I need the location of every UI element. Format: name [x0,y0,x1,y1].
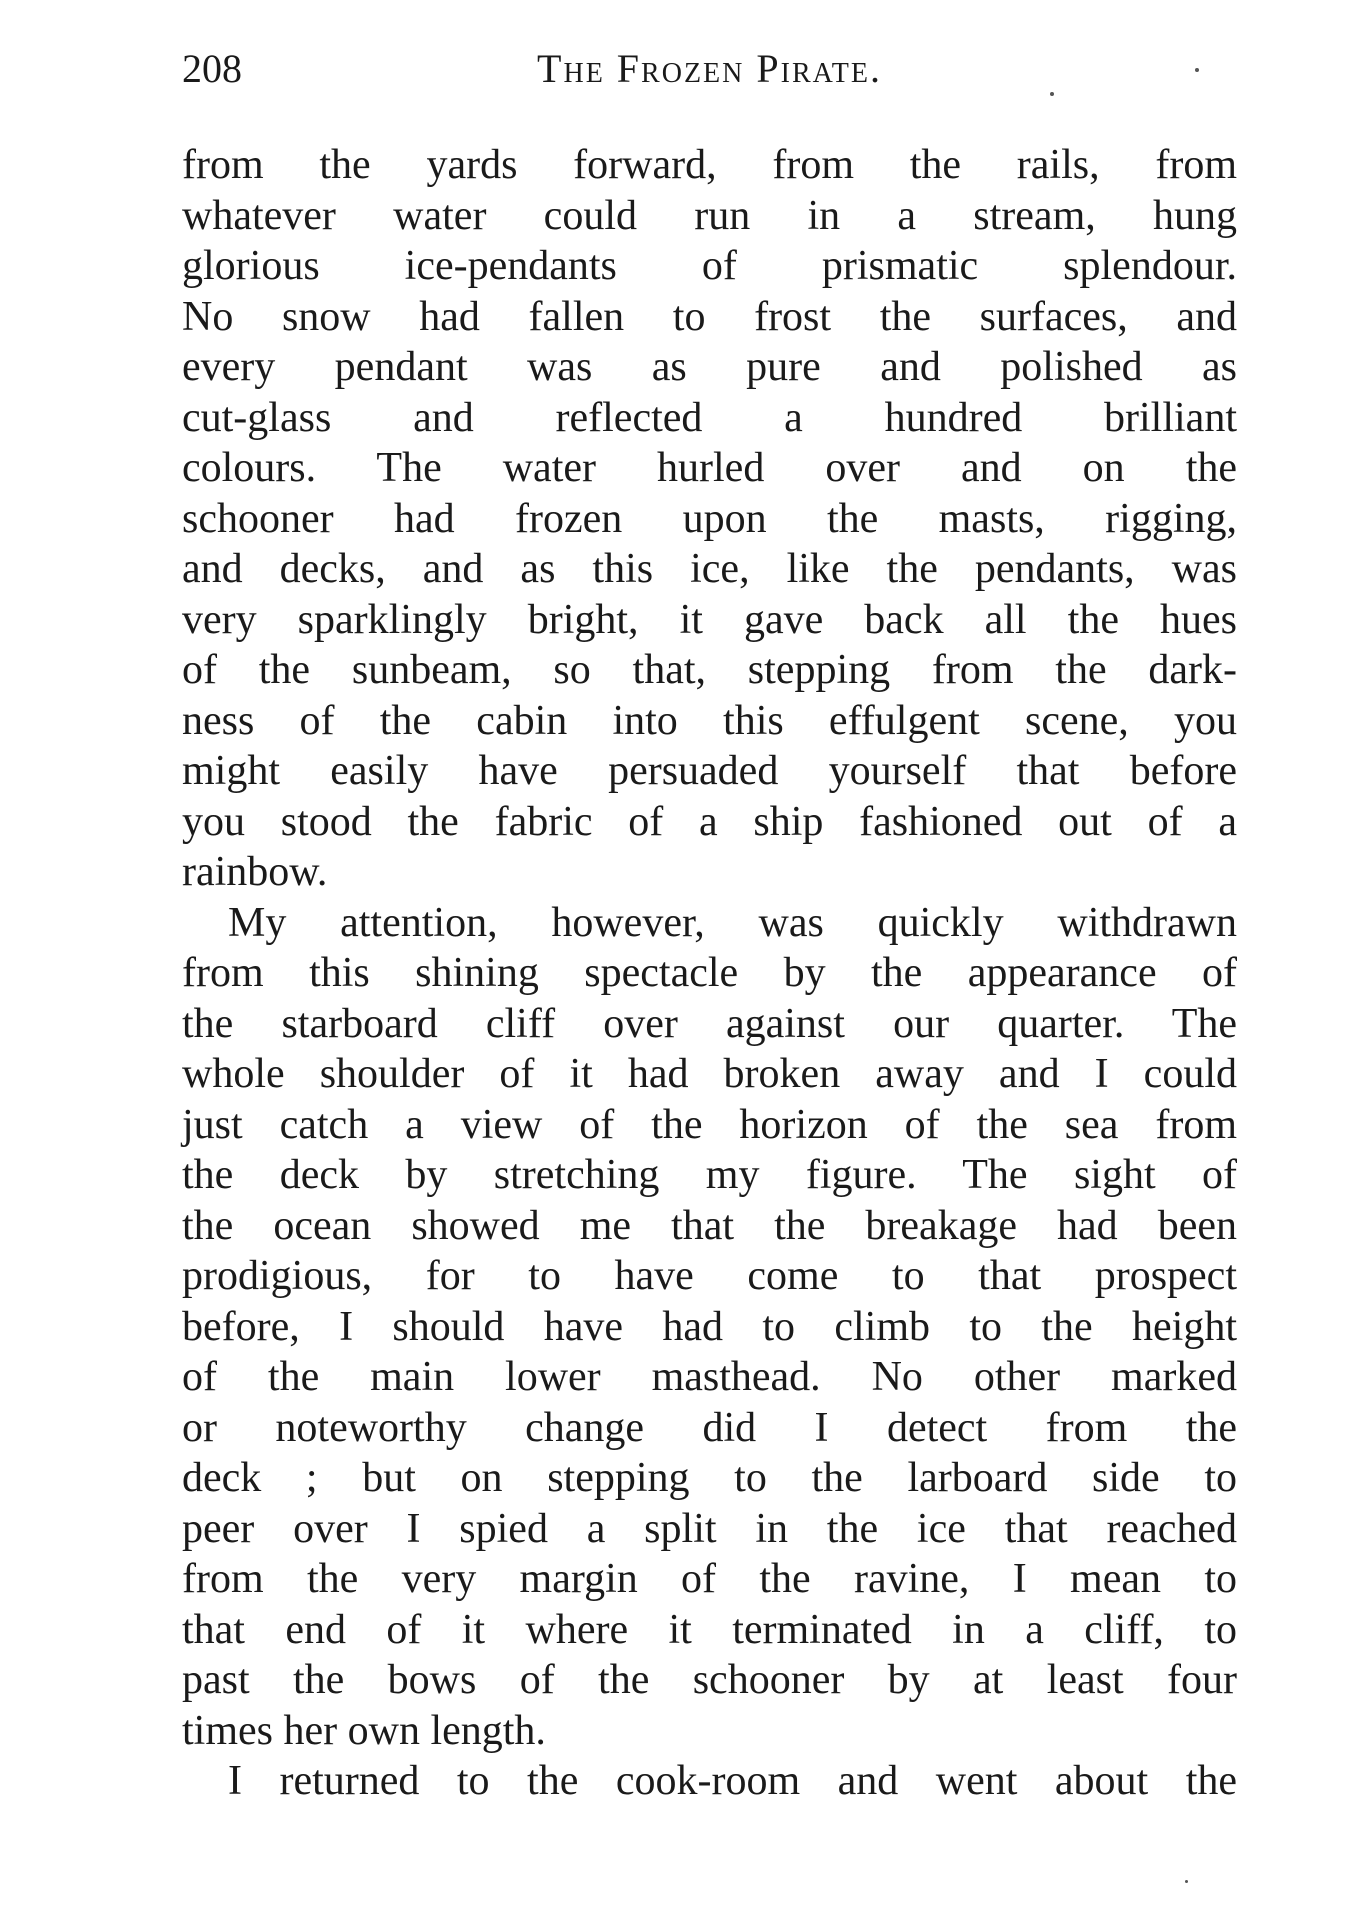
text-line: schooner had frozen upon the masts, rigging, [182,495,1237,542]
text-line: before, I should have had to climb to the height [182,1303,1237,1350]
page-header [182,44,1237,94]
text-line: the starboard cliff over against our quarter. The [182,1000,1237,1047]
text-line: the deck by stretching my figure. The sight of [182,1152,1237,1198]
page-number: 208 [182,46,242,91]
text-line: ness of the cabin into this effulgent scene, you [182,697,1237,744]
text-line: past the bows of the schooner by at least four [182,1657,1237,1703]
text-line: cut-glass and reflected a hundred brilliant [182,394,1237,441]
text-line: very sparklingly bright, it gave back all the hues [182,596,1237,643]
text-line: whatever water could run in a stream, hung [182,192,1237,239]
text-line: just catch a view of the horizon of the sea from [182,1101,1237,1148]
text-line: colours. The water hurled over and on the [182,445,1237,491]
text-line-paragraph-end: times her own length. [182,1707,546,1754]
text-line: that end of it where it terminated in a cliff, to [182,1606,1237,1653]
text-line: from the yards forward, from the rails, from [182,142,1237,188]
text-line: of the sunbeam, so that, stepping from the dark- [182,647,1237,693]
text-line: peer over I spied a split in the ice that reached [182,1505,1237,1552]
print-speck [1185,1880,1188,1883]
text-line: prodigious, for to have come to that prospect [182,1253,1237,1299]
text-line-paragraph-start: I returned to the cook-room and went about the [228,1758,1237,1804]
running-title: The Frozen Pirate. [537,46,882,91]
text-line: from this shining spectacle by the appearance of [182,950,1237,996]
text-line-paragraph-start: My attention, however, was quickly withdrawn [228,899,1237,946]
body-text [182,140,1237,1807]
text-line: the ocean showed me that the breakage had been [182,1202,1237,1249]
text-line: deck ; but on stepping to the larboard side to [182,1455,1237,1501]
text-line: No snow had fallen to frost the surfaces, and [182,293,1237,340]
text-line-paragraph-end: rainbow. [182,849,328,895]
text-line: from the very margin of the ravine, I mean to [182,1556,1237,1602]
text-line: whole shoulder of it had broken away and I could [182,1051,1237,1097]
print-speck [1050,92,1054,96]
text-line: you stood the fabric of a ship fashioned out of a [182,798,1237,845]
text-line: of the main lower masthead. No other marked [182,1354,1237,1400]
text-line: or noteworthy change did I detect from the [182,1404,1237,1451]
text-line: might easily have persuaded yourself that before [182,748,1237,794]
text-line: glorious ice-pendants of prismatic splendour. [182,243,1237,289]
text-line: and decks, and as this ice, like the pendants, was [182,546,1237,592]
print-speck [1195,68,1199,72]
text-line: every pendant was as pure and polished as [182,344,1237,390]
